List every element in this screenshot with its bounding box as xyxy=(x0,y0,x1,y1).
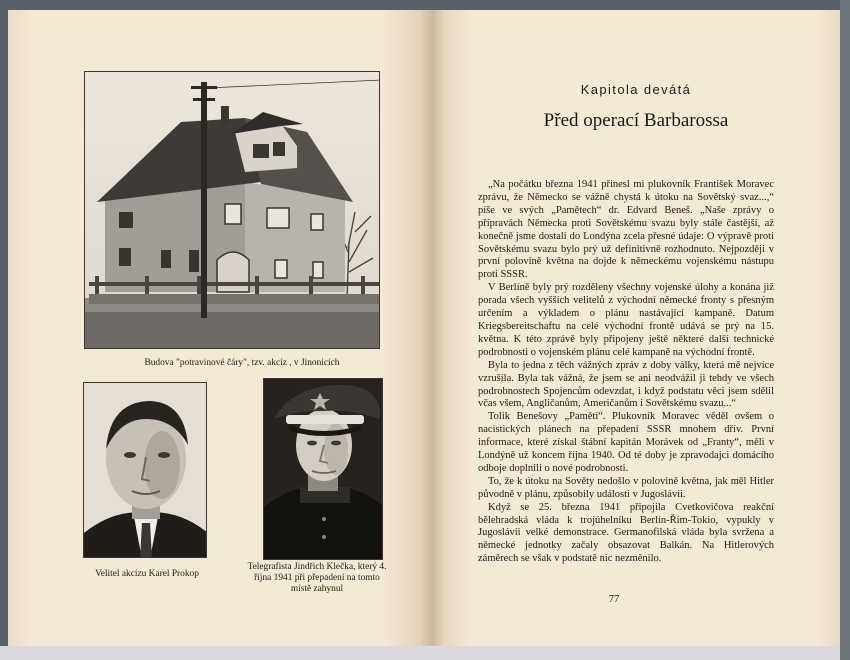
paragraph: Byla to jedna z těch vážných zpráv z doby války, která mě nejvíce vzrušila. Byla tak vážná, že jsem se ani neodvážil ji tehdy ve všech podrobnostech Spojencům odevzdat, i když podstatu věci jsem sdělil včas všem, Angličanům, Američanům i Sovětskému svazu...“ xyxy=(478,359,774,410)
page-edge-bottom xyxy=(0,646,850,660)
house-photo xyxy=(84,71,380,349)
jindrich-klecka-caption: Telegrafista Jindřich Klečka, který 4. října 1941 při přepadení na tomto místě zahynul xyxy=(247,562,387,594)
paragraph: „Na počátku března 1941 přinesl mi plukovník František Moravec zprávu, že Německo se vážně chystá k útoku na Sovětský svaz...,“ píše ve svých „Pamětech“ dr. Edvard Beneš. „Naše zprávy o přípravách Německa proti Sovětskému svazu byly stále častější, až konečně jsme dostali do Londýna zcela přesné údaje: O výpravě proti Sovětskému svazu bylo prý už definitivně rozhodnuto. Nejpozději v první polovině května na dojde k německému vojenskému nástupu proti SSSR. xyxy=(478,179,774,281)
chapter-label: Kapitola devátá xyxy=(580,82,692,97)
karel-prokop-portrait xyxy=(83,382,207,558)
chapter-body xyxy=(478,179,774,566)
paragraph: V Berlíně byly prý rozděleny všechny vojenské úlohy a konána již porada všech vyšších velitelů z východní německé fronty s přesným určením a výkladem o plánu nastávající kampaně. Datum Kriegsbereitschaftu na celé východní frontě udává se prý na 15. května. K této zprávě byly připojeny ještě některé další technické podrobnosti o vojenském plánu celé kampaně na východní frontě. xyxy=(478,282,774,358)
paragraph: To, že k útoku na Sověty nedošlo v polovině května, jak měl Hitler původně v plánu, způsobily události v Jugoslávii. xyxy=(478,475,774,500)
page-edge-right xyxy=(840,0,850,660)
jindrich-klecka-portrait xyxy=(263,378,383,560)
page-number: 77 xyxy=(608,594,620,605)
karel-prokop-caption: Velitel akcízu Karel Prokop xyxy=(95,569,199,579)
paragraph: Tolik Benešovy „Paměti“. Plukovník Moravec věděl ovšem o nacistických plánech na přepadení SSSR mnohem dřív. První informace, které získal štábní kapitán Morávek od „Franty“, měli v Londýně už koncem října 1940. Od té doby je zpravodajci domácího odboje doplnili o nové podrobnosti. xyxy=(478,411,774,474)
house-caption: Budova "potravinové čáry", tzv. akcíz , v Jinonicích xyxy=(144,358,340,368)
paragraph: Když se 25. března 1941 připojila Cvetkovičova reakční bělehradská vláda k trojúhelníku Berlín-Řím-Tokio, vypukly v Jugoslávii velké demonstrace. Germanofilská vláda byla svržena a německé jednotky začaly obsazovat Balkán. Na Hitlerových záměrech se však v podstatě nic nezměnilo. xyxy=(478,501,774,565)
chapter-title: Před operací Barbarossa xyxy=(543,110,729,131)
